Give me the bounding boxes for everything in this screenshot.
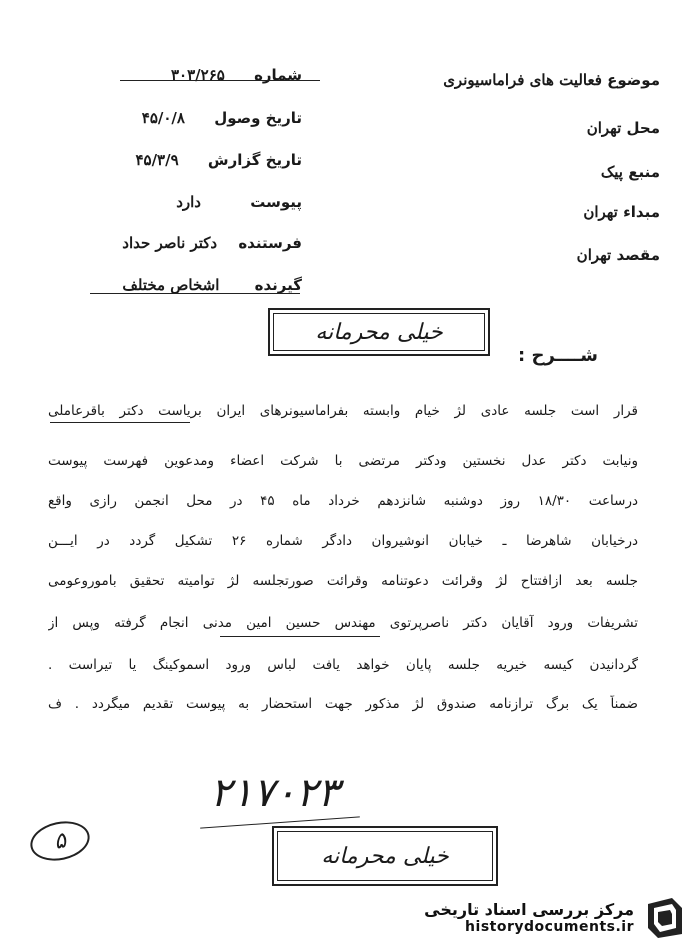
source-value: پیک	[600, 163, 623, 181]
location-row	[587, 118, 660, 138]
source-label: منبع	[628, 163, 660, 181]
report-date-label: تاریخ گزارش	[207, 151, 302, 169]
sender-row	[122, 233, 302, 253]
body-line: درخیابان شاهرضا ـ خیابان انوشیروان دادگر شماره ۲۶ تشکیل گردد در ایـــن	[48, 533, 638, 549]
handwritten-archive-number: ۲۱۷۰۲۳	[210, 770, 339, 816]
receipt-date-label: تاریخ وصول	[214, 109, 302, 127]
sender-value: دکتر ناصر حداد	[122, 234, 218, 252]
body-underline	[220, 636, 380, 637]
body-underline	[50, 422, 190, 423]
origin-row	[583, 202, 660, 222]
number-underline	[120, 80, 320, 81]
destination-label: مقصد	[616, 246, 660, 264]
location-value: تهران	[586, 119, 622, 137]
watermark-title: مرکز بررسی اسناد تاریخی	[424, 899, 634, 919]
page-mark-text: ۵	[51, 827, 69, 855]
destination-value: تهران	[576, 246, 612, 264]
section-label: شــــرح :	[518, 345, 598, 366]
subject-label: موضوع	[607, 71, 660, 89]
report-date-value: ۴۵/۳/۹	[135, 151, 179, 169]
body-line: قرار است جلسه عادی لژ خیام وابسته بفراماسیونرهای ایران بریاست دکتر باقرعاملی	[48, 403, 638, 419]
stamp-bottom-text: خیلی محرمانه	[321, 843, 449, 869]
body-line: ونیابت دکتر عدل نخستین ودکتر مرتضی با شرکت اعضاء ومدعوین فهرست پیوست	[48, 453, 638, 469]
classification-stamp-bottom	[272, 826, 498, 886]
subject-row	[443, 70, 660, 90]
recipient-underline	[90, 293, 300, 294]
archive-watermark	[424, 894, 688, 940]
recipient-row	[122, 275, 302, 295]
recipient-value: اشخاص مختلف	[122, 276, 220, 294]
origin-label: مبداء	[623, 203, 660, 221]
body-line: ضمناً یک برگ ترازنامه صندوق لژ مذکور جهت استحضار به پیوست تقدیم میگردد . ف	[48, 696, 638, 712]
subject-value: فعالیت های فراماسیونری	[443, 71, 602, 89]
body-line: جلسه بعد ازافتتاح لژ وقرائت دعوتنامه وقرائت صورتجلسه لژ توامیته تحقیق باموروعومی	[48, 573, 638, 589]
report-date-row	[135, 150, 302, 170]
number-label: شماره	[254, 66, 302, 84]
source-row	[601, 162, 660, 182]
body-line: تشریفات ورود آقایان دکتر ناصرپرتوی مهندس حسین امین مدنی انجام گرفته وپس از	[48, 615, 638, 631]
body-line: گردانیدن کیسه خیریه جلسه پایان خواهد یافت لباس ورود اسموکینگ یا تیراست .	[48, 657, 638, 673]
number-value: ۳۰۳/۲۶۵	[171, 66, 225, 84]
sender-label: فرستنده	[238, 234, 302, 252]
destination-row	[577, 245, 660, 265]
circled-page-mark	[27, 816, 94, 866]
watermark-url: historydocuments.ir	[465, 918, 634, 935]
archive-logo-icon	[642, 894, 688, 940]
location-label: محل	[626, 119, 660, 137]
attachment-value: دارد	[176, 193, 201, 211]
stamp-top-text: خیلی محرمانه	[315, 319, 443, 345]
body-line: درساعت ۱۸/۳۰ روز دوشنبه شانزدهم خرداد ماه ۴۵ در محل انجمن رازی واقع	[48, 493, 638, 509]
recipient-label: گیرنده	[254, 276, 302, 294]
receipt-date-value: ۴۵/۰/۸	[141, 109, 185, 127]
attachment-label: پیوست	[250, 193, 302, 211]
attachment-row	[176, 192, 302, 212]
receipt-date-row	[142, 108, 302, 128]
classification-stamp-top	[268, 308, 490, 356]
number-row	[171, 65, 302, 85]
origin-value: تهران	[583, 203, 618, 221]
watermark-text	[424, 900, 634, 935]
